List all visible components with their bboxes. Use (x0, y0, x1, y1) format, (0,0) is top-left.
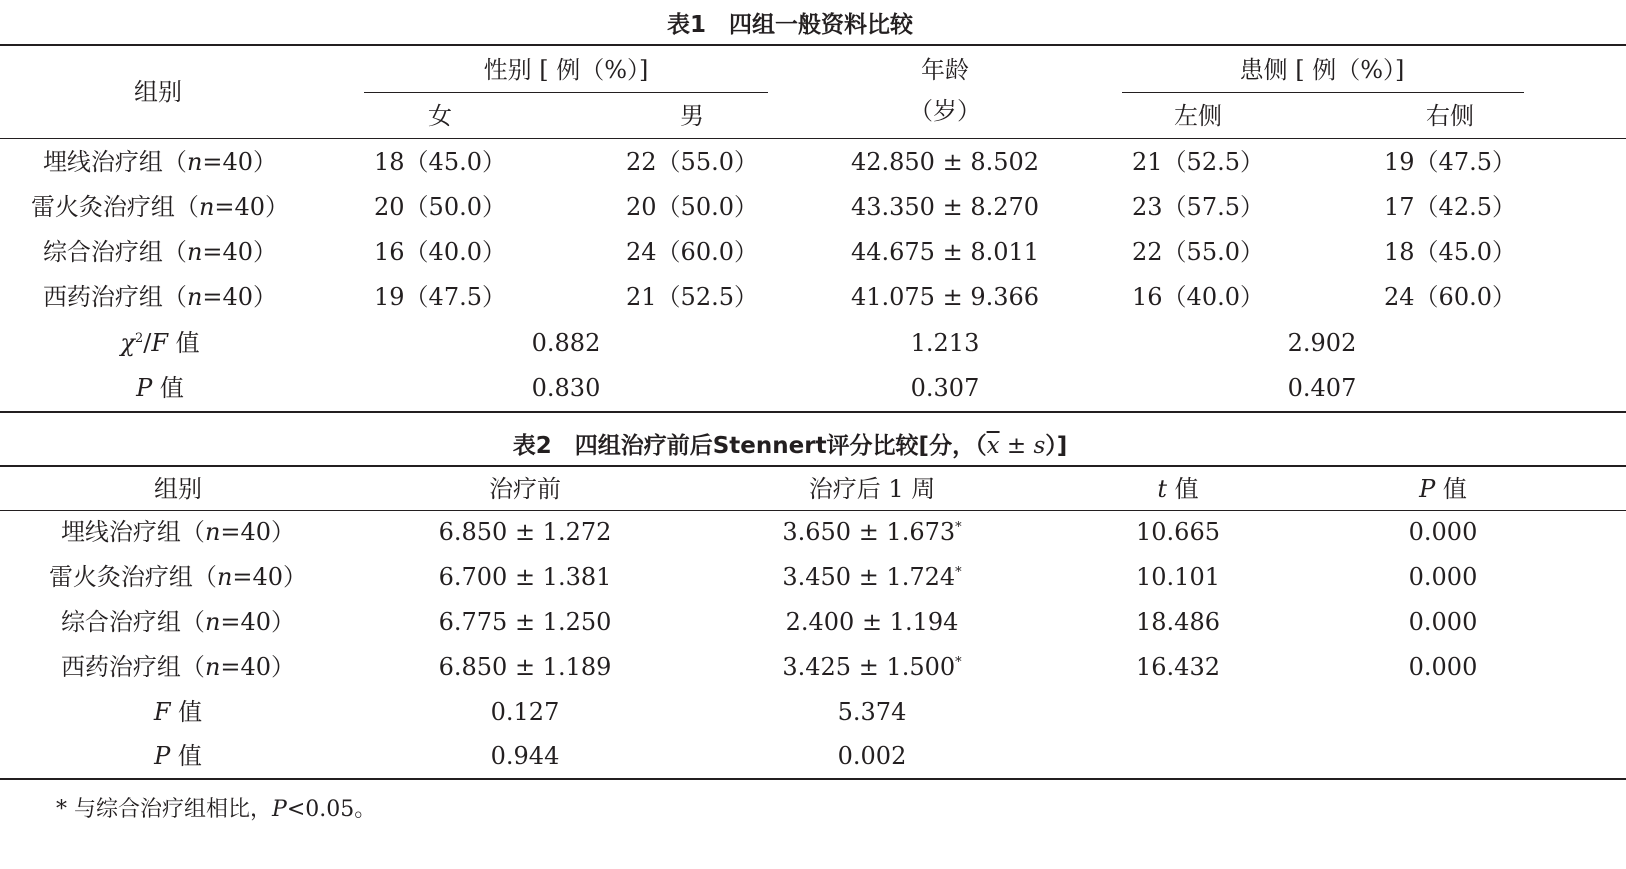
table1-header-rule (0, 138, 1626, 139)
table2-cell-p: 0.000 (1408, 608, 1478, 636)
table1-row-group: 埋线治疗组（n=40） (42, 148, 278, 176)
table1-header-sex: 性别 [ 例（%）] (483, 56, 649, 84)
table2-footnote: * 与综合治疗组相比，P<0.05。 (56, 797, 377, 822)
table2-cell-before: 6.700 ± 1.381 (438, 563, 612, 591)
table1-cell-right: 24（60.0） (1384, 283, 1516, 311)
table1-cell-left: 21（52.5） (1132, 148, 1264, 176)
table2-bottom-rule (0, 778, 1626, 780)
table1-cell-male: 21（52.5） (626, 283, 758, 311)
table2-cell-after: 3.450 ± 1.724* (782, 563, 962, 591)
table1-stat-p-age: 0.307 (910, 374, 980, 402)
table1-stat-p-label: P 值 (136, 374, 184, 402)
table2-cell-before: 6.775 ± 1.250 (438, 608, 612, 636)
table2-stat-f-label: F 值 (153, 698, 203, 726)
table2-cell-p: 0.000 (1408, 518, 1478, 546)
table1-stat-chi-sex: 0.882 (531, 329, 601, 357)
table1-header-male: 男 (680, 102, 704, 130)
table2-caption: 表2 四组治疗前后Stennert评分比较[分，$(\overline{x} \pm s)$] (512, 433, 1068, 459)
table2-cell-t: 10.665 (1136, 518, 1220, 546)
table1-top-rule (0, 44, 1626, 46)
table2-cell-after: 3.425 ± 1.500* (782, 653, 962, 681)
table1-sex-subrule (364, 92, 768, 93)
table2-header-p: P 值 (1419, 475, 1467, 503)
table2-cell-p: 0.000 (1408, 563, 1478, 591)
table2-header-group: 组别 (154, 475, 202, 503)
table1-cell-male: 24（60.0） (626, 238, 758, 266)
table1-header-age-line2: （岁） (909, 97, 981, 125)
table2-stat-f-after: 5.374 (837, 698, 907, 726)
table1-cell-right: 19（47.5） (1384, 148, 1516, 176)
table1-stat-p-sex: 0.830 (531, 374, 601, 402)
table1-bottom-rule (0, 411, 1626, 413)
table1-cell-left: 16（40.0） (1132, 283, 1264, 311)
table2-cell-after: 3.650 ± 1.673* (782, 518, 962, 546)
table1-cell-right: 18（45.0） (1384, 238, 1516, 266)
table2-header-before: 治疗前 (489, 475, 561, 503)
table1-cell-female: 19（47.5） (374, 283, 506, 311)
table2-header-rule (0, 510, 1626, 511)
table2-header-after: 治疗后 1 周 (808, 475, 936, 503)
table1-cell-age: 43.350 ± 8.270 (850, 193, 1040, 221)
table1-stat-chi-age: 1.213 (910, 329, 980, 357)
table1-stat-p-side: 0.407 (1287, 374, 1357, 402)
table1-cell-female: 18（45.0） (374, 148, 506, 176)
table2-cell-t: 10.101 (1136, 563, 1220, 591)
table1-side-subrule (1122, 92, 1524, 93)
table1-stat-chi-label: $\chi^2/F$ 值 (120, 329, 200, 357)
table1-header-female: 女 (428, 102, 452, 130)
table1-header-side: 患侧 [ 例（%）] (1239, 56, 1405, 84)
table2-stat-p-label: P 值 (154, 742, 202, 770)
table1-cell-male: 20（50.0） (626, 193, 758, 221)
table1-header-age-line1: 年龄 (921, 56, 969, 84)
table2-cell-t: 18.486 (1136, 608, 1220, 636)
table1-cell-age: 44.675 ± 8.011 (850, 238, 1040, 266)
table2-row-group: 埋线治疗组（n=40） (60, 518, 296, 546)
table1-stat-chi-side: 2.902 (1287, 329, 1357, 357)
table1-cell-male: 22（55.0） (626, 148, 758, 176)
table1-cell-age: 42.850 ± 8.502 (850, 148, 1040, 176)
table2-top-rule (0, 465, 1626, 467)
table2-cell-before: 6.850 ± 1.272 (438, 518, 612, 546)
table1-header-right: 右侧 (1426, 102, 1474, 130)
table1-row-group: 雷火灸治疗组（n=40） (30, 193, 290, 221)
table1-cell-left: 23（57.5） (1132, 193, 1264, 221)
table1-row-group: 西药治疗组（n=40） (42, 283, 278, 311)
table2-stat-p-after: 0.002 (837, 742, 907, 770)
table2-row-group: 综合治疗组（n=40） (60, 608, 296, 636)
table2-row-group: 西药治疗组（n=40） (60, 653, 296, 681)
table2-cell-after: 2.400 ± 1.194 (785, 608, 959, 636)
table1-cell-female: 20（50.0） (374, 193, 506, 221)
table1-cell-right: 17（42.5） (1384, 193, 1516, 221)
table1-header-group: 组别 (134, 78, 182, 106)
table1-cell-left: 22（55.0） (1132, 238, 1264, 266)
table2-header-t: t 值 (1157, 475, 1199, 503)
table2-cell-t: 16.432 (1136, 653, 1220, 681)
table2-stat-p-before: 0.944 (490, 742, 560, 770)
table2-stat-f-before: 0.127 (490, 698, 560, 726)
table2-cell-p: 0.000 (1408, 653, 1478, 681)
table1-row-group: 综合治疗组（n=40） (42, 238, 278, 266)
table1-cell-age: 41.075 ± 9.366 (850, 283, 1040, 311)
table1-caption: 表1 四组一般资料比较 (666, 12, 914, 38)
table1-header-left: 左侧 (1174, 102, 1222, 130)
table2-row-group: 雷火灸治疗组（n=40） (48, 563, 308, 591)
table2-cell-before: 6.850 ± 1.189 (438, 653, 612, 681)
table1-cell-female: 16（40.0） (374, 238, 506, 266)
